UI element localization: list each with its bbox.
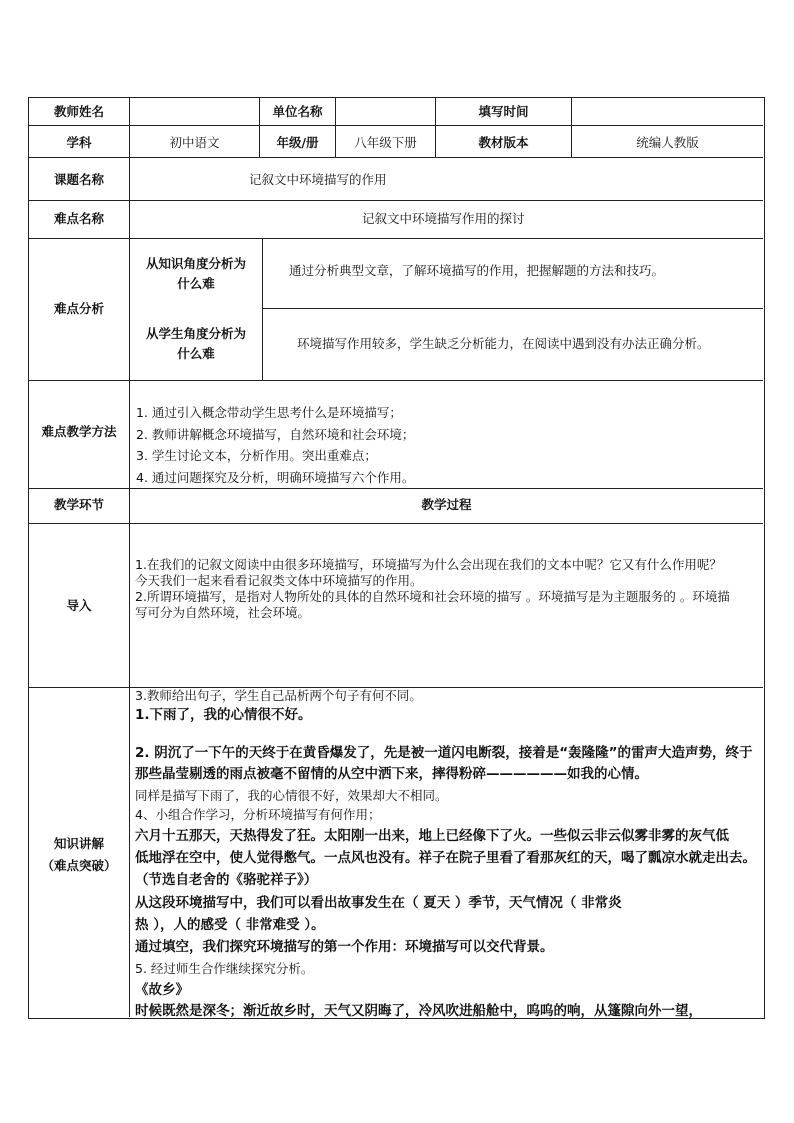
method-item: 1. 通过引入概念带动学生思考什么是环境描写； bbox=[136, 405, 402, 420]
subject-value: 初中语文 bbox=[169, 135, 220, 150]
fill-time-label: 填写时间 bbox=[478, 104, 529, 119]
method-label: 难点教学方法 bbox=[41, 424, 117, 439]
method-list bbox=[136, 402, 414, 488]
topic-label: 课题名称 bbox=[53, 172, 104, 187]
difficulty-label: 难点名称 bbox=[53, 211, 104, 226]
knowledge-label: 知识讲解 （难点突破） bbox=[41, 836, 117, 873]
method-item: 3. 学生讨论文本，分析作用。突出重难点； bbox=[136, 448, 377, 463]
grade-label: 年级/册 bbox=[276, 135, 319, 150]
stage-header: 教学环节 bbox=[53, 497, 104, 512]
teacher-name-label: 教师姓名 bbox=[53, 104, 104, 119]
unit-name-label: 单位名称 bbox=[272, 104, 323, 119]
intro-label: 导入 bbox=[66, 598, 92, 613]
edition-label: 教材版本 bbox=[478, 135, 529, 150]
difficulty-value: 记叙文中环境描写作用的探讨 bbox=[362, 211, 525, 226]
subject-label: 学科 bbox=[66, 135, 92, 150]
grade-value: 八年级下册 bbox=[354, 135, 417, 150]
method-item: 2. 教师讲解概念环境描写，自然环境和社会环境； bbox=[136, 426, 415, 442]
student-angle-label: 从学生角度分析为 什么难 bbox=[145, 326, 246, 361]
method-item: 4. 通过问题探究及分析，明确环境描写六个作用。 bbox=[136, 469, 415, 485]
edition-value: 统编人教版 bbox=[636, 135, 699, 150]
knowledge-text: 3.教师给出句子，学生自己品析两个句子有何不同。 1.下雨了，我的心情很不好。 2. 阴沉了一下午的天终于在黄昏爆发了，先是被一道闪电断裂，接着是“轰隆隆”的雷声大造声势，终于 那些晶莹剔透的雨点被毫不留情的从空中洒下来，摔得粉碎——————如我的心情。 同样是描写下雨了，我的心情很不好，效果却大不相同。 4、小组合作学习，分析环境描写有何作用； 六月十五那天，天热得发了狂。太阳刚一出来，地上已经像下了火。一些似云非云似雾非雾的灰气低 低地浮在空中，使人觉得憋气。一点风也没有。祥子在院子里看了看那灰红的天，喝了瓢凉水就走出去。 （节选自老舍的《骆驼祥子》） 从这段环境描写中，我们可以看出故事发生在（ 夏天 ）季节，天气情况（ 非常炎 热 ），人的感受（ 非常难受 ）。 通过填空，我们探究环境描写的第一个作用：环境描写可以交代背景。 5. 经过师生合作继续探究分析。 《故乡》 时候既然是深冬；渐近故乡时，天气又阴晦了，冷风吹进船舱中，呜呜的响，从篷隙向外一望， bbox=[135, 688, 756, 1019]
intro-text: 1.在我们的记叙文阅读中由很多环境描写，环境描写为什么会出现在我们的文本中呢？它又有什么作用呢？ 今天我们一起来看看记叙类文体中环境描写的作用。 2.所谓环境描写，是指对人物所处的具体的自然环境和社会环境的描写 。环境描写是为主题服务的 。环境描 写可分为自然环境，社会环境。 bbox=[135, 557, 730, 620]
lesson-plan-table bbox=[28, 97, 765, 1019]
analysis-label: 难点分析 bbox=[53, 301, 104, 316]
topic-value: 记叙文中环境描写的作用 bbox=[249, 172, 387, 187]
student-angle-text: 环境描写作用较多，学生缺乏分析能力，在阅读中遇到没有办法正确分析。 bbox=[297, 336, 710, 351]
process-header: 教学过程 bbox=[421, 497, 472, 512]
knowledge-angle-label: 从知识角度分析为 什么难 bbox=[145, 256, 246, 291]
knowledge-angle-text: 通过分析典型文章，了解环境描写的作用，把握解题的方法和技巧。 bbox=[289, 263, 665, 278]
